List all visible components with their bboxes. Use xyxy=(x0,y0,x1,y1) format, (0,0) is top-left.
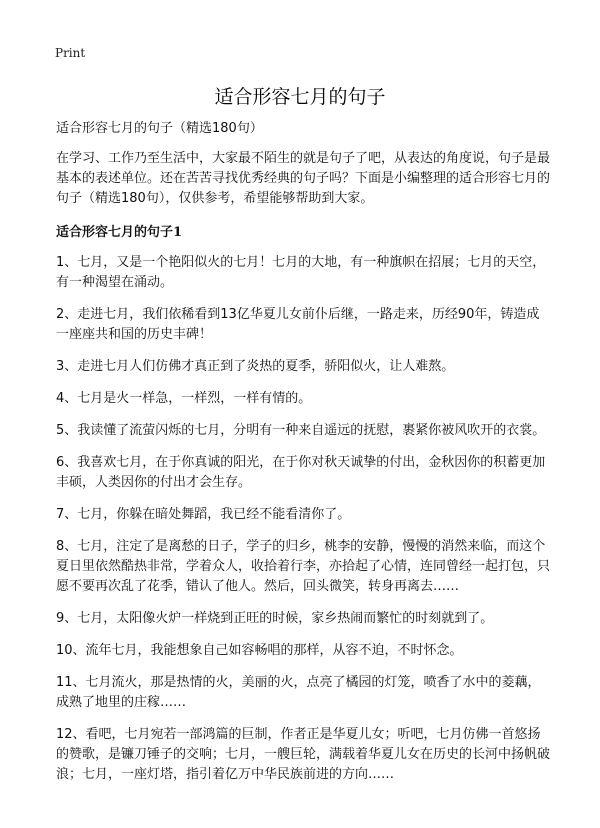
sentence-item: 3、走进七月人们仿佛才真正到了炎热的夏季，骄阳似火，让人难熬。 xyxy=(56,359,455,374)
print-link[interactable]: Print xyxy=(55,46,86,60)
sentence-item: 8、七月，注定了是离愁的日子，学子的归乡，桃李的安静，慢慢的消然来临，而这个夏日里依然酷热非常，学着众人，收拾着行李，亦拾起了心情，连同曾经一起打包，只愿不要再次乱了花季，错认了他人。然后，回头微笑，转身再离去…… xyxy=(56,539,551,594)
sentence-item: 4、七月是火一样急，一样烈，一样有情的。 xyxy=(56,391,312,406)
document-title: 适合形容七月的句子 xyxy=(214,86,386,108)
section-heading: 适合形容七月的句子1 xyxy=(56,225,183,240)
sentence-item: 5、我读懂了流萤闪烁的七月，分明有一种来自遥远的抚慰，裹紧你被风吹开的衣裳。 xyxy=(56,423,546,438)
sentence-item: 7、七月，你躲在暗处舞蹈，我已经不能看清你了。 xyxy=(56,507,351,522)
sentence-item: 9、七月，太阳像火炉一样烧到正旺的时候，家乡热闹而繁忙的时刻就到了。 xyxy=(56,611,494,626)
sentence-item: 1、七月，又是一个艳阳似火的七月！七月的大地，有一种旗帜在招展；七月的天空，有一种渴望在涌动。 xyxy=(56,255,546,290)
sentence-item: 11、七月流火，那是热情的火，美丽的火，点亮了橘园的灯笼，喷香了水中的菱藕，成熟了地里的庄稼…… xyxy=(56,675,541,710)
sentence-item: 2、走进七月，我们依稀看到13亿华夏儿女前仆后继，一路走来，历经90年，铸造成一座座共和国的历史丰碑！ xyxy=(56,307,540,342)
sentence-item: 12、看吧，七月宛若一部鸿篇的巨制，作者正是华夏儿女；听吧，七月仿佛一首悠扬的赞歌，是镰刀锤子的交响；七月，一艘巨轮，满载着华夏儿女在历史的长河中扬帆破浪；七月，一座灯塔，指引着亿万中华民族前进的方向…… xyxy=(56,727,551,782)
sentence-item: 10、流年七月，我能想象自己如容畅唱的那样，从容不迫，不时怀念。 xyxy=(56,643,463,658)
document-body xyxy=(56,119,552,797)
document-subtitle: 适合形容七月的句子（精选180句） xyxy=(56,121,263,136)
intro-paragraph: 在学习、工作乃至生活中，大家最不陌生的就是句子了吧，从表达的角度说，句子是最基本的表述单位。还在苦苦寻找优秀经典的句子吗？下面是小编整理的适合形容七月的句子（精选180句），仅供参考，希望能够帮助到大家。 xyxy=(56,151,551,206)
sentence-item: 6、我喜欢七月，在于你真诚的阳光，在于你对秋天诚挚的付出，金秋因你的积蓄更加丰硕，人类因你的付出才会生存。 xyxy=(56,455,546,490)
